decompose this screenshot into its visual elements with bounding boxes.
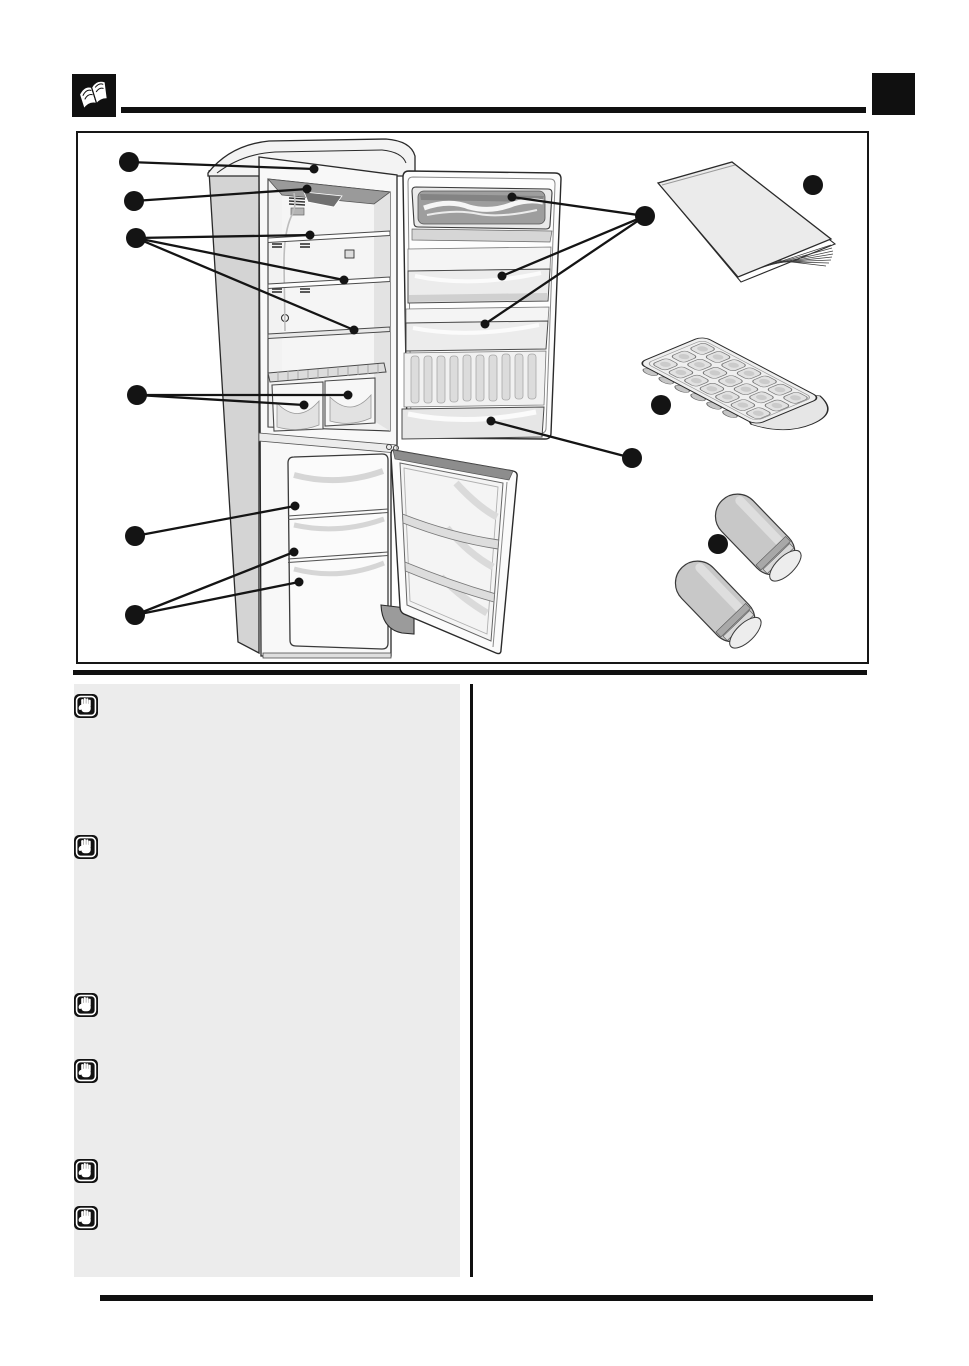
callout-marker-1 [119, 152, 139, 172]
callout-marker-5 [125, 526, 145, 546]
callout-target-dot [487, 417, 496, 426]
fridge-door-open [402, 171, 561, 439]
warning-hand-icon [74, 1059, 98, 1083]
callout-target-dot [310, 165, 319, 174]
callout-marker-2 [124, 191, 144, 211]
open-book-icon [72, 74, 116, 117]
fridge-parts-diagram [78, 133, 867, 662]
callout-target-dot [303, 185, 312, 194]
callout-target-dot [481, 320, 490, 329]
callout-target-dot [340, 276, 349, 285]
footer-rule [100, 1295, 873, 1301]
cold-accumulators [666, 485, 807, 654]
callout-marker-4 [127, 385, 147, 405]
callout-target-dot [344, 391, 353, 400]
callout-marker-8 [622, 448, 642, 468]
fridge-cabinet [208, 139, 415, 658]
black-square-marker [872, 73, 915, 115]
warning-hand-icon [74, 835, 98, 859]
callout-target-dot [300, 401, 309, 410]
callout-marker-10 [651, 395, 671, 415]
callout-target-dot [350, 326, 359, 335]
callout-target-dot [306, 231, 315, 240]
callout-marker-7 [635, 206, 655, 226]
warning-hand-icon [74, 694, 98, 718]
callout-target-dot [498, 272, 507, 281]
section-divider-rule [73, 670, 867, 675]
header-rule [121, 107, 866, 113]
callout-line [491, 421, 632, 458]
callout-marker-9 [803, 175, 823, 195]
parts-diagram-frame [76, 131, 869, 664]
callout-target-dot [290, 548, 299, 557]
warning-hand-icon [74, 993, 98, 1017]
callout-target-dot [508, 193, 517, 202]
warning-hand-icon [74, 1159, 98, 1183]
callout-target-dot [295, 578, 304, 587]
warning-hand-icon [74, 1206, 98, 1230]
callout-marker-11 [708, 534, 728, 554]
callout-marker-3 [126, 228, 146, 248]
notes-panel [74, 684, 460, 1277]
column-divider-rule [470, 684, 473, 1277]
callout-marker-6 [125, 605, 145, 625]
callout-target-dot [291, 502, 300, 511]
ice-cube-tray [632, 335, 847, 440]
